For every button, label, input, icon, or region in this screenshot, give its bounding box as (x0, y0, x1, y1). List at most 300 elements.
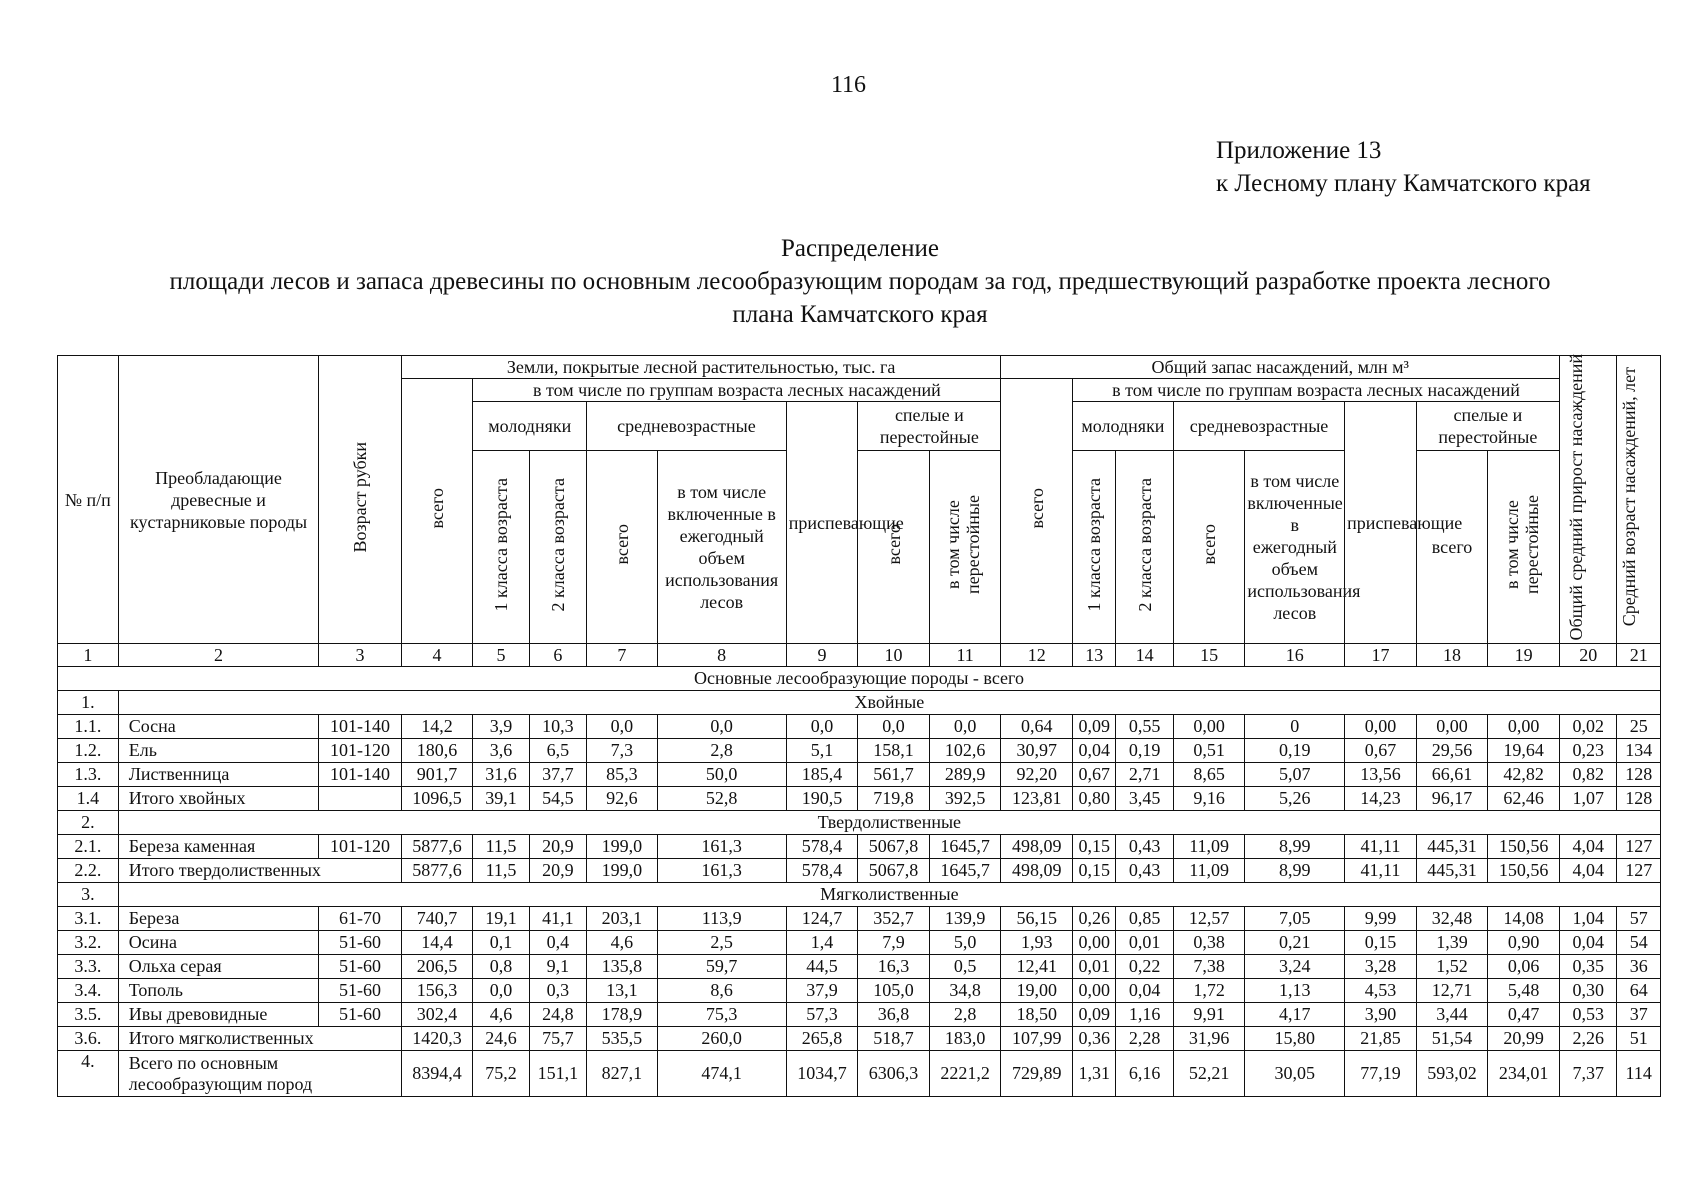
appendix-line-2: к Лесному плану Камчатского края (1216, 170, 1591, 197)
row-value: 561,7 (858, 763, 930, 787)
row-value: 5067,8 (858, 859, 930, 883)
column-number: 14 (1116, 644, 1173, 667)
group-row (58, 691, 1661, 715)
header-area-overmature (929, 451, 1001, 644)
distribution-table (57, 355, 1661, 1097)
grand-total-value: 6,16 (1116, 1051, 1173, 1097)
row-value: 0,15 (1073, 859, 1116, 883)
row-value: 9,16 (1173, 787, 1245, 811)
row-value: 0,1 (473, 931, 529, 955)
row-value: 7,38 (1173, 955, 1245, 979)
row-value: 12,71 (1416, 979, 1488, 1003)
header-stock-total-label: всего (1026, 488, 1047, 529)
row-value: 92,20 (1001, 763, 1073, 787)
row-value: 41,11 (1345, 835, 1417, 859)
column-number: 5 (473, 644, 529, 667)
table-row (58, 907, 1661, 931)
row-species: Ивы древовидные (118, 1003, 319, 1027)
row-value: 9,99 (1345, 907, 1417, 931)
row-value: 134 (1617, 739, 1661, 763)
row-value: 156,3 (401, 979, 473, 1003)
row-value: 3,90 (1345, 1003, 1417, 1027)
row-value: 11,5 (473, 835, 529, 859)
row-value: 54 (1617, 931, 1661, 955)
header-area-overmature-label: в том числе перестойные (943, 494, 984, 595)
header-stock-overmature-label: в том числе перестойные (1501, 494, 1542, 595)
row-value: 0,67 (1345, 739, 1417, 763)
column-number: 16 (1245, 644, 1345, 667)
row-value: 1645,7 (929, 859, 1001, 883)
row-value: 161,3 (657, 835, 786, 859)
row-cut-age: 61-70 (319, 907, 401, 931)
row-value: 1,04 (1559, 907, 1616, 931)
row-value: 0,19 (1245, 739, 1345, 763)
row-value: 57 (1617, 907, 1661, 931)
row-value: 0,82 (1559, 763, 1616, 787)
row-cut-age: 51-60 (319, 979, 401, 1003)
row-value: 0,02 (1559, 715, 1616, 739)
row-value: 41,11 (1345, 859, 1417, 883)
row-value: 96,17 (1416, 787, 1488, 811)
row-value: 18,50 (1001, 1003, 1073, 1027)
header-stock-class1-label: 1 класса возраста (1084, 477, 1105, 612)
row-value: 11,5 (473, 859, 529, 883)
row-value: 66,61 (1416, 763, 1488, 787)
row-value: 19,00 (1001, 979, 1073, 1003)
table-row (58, 1003, 1661, 1027)
grand-total-num: 4. (58, 1051, 119, 1097)
row-value: 150,56 (1488, 835, 1560, 859)
row-value: 50,0 (657, 763, 786, 787)
table-row (58, 787, 1661, 811)
header-area-total (401, 379, 473, 644)
row-value: 0,15 (1345, 931, 1417, 955)
group-title: Хвойные (118, 691, 1660, 715)
header-num: № п/п (58, 356, 119, 644)
row-value: 135,8 (587, 955, 657, 979)
row-species: Сосна (118, 715, 319, 739)
row-value: 3,24 (1245, 955, 1345, 979)
header-area-class2 (529, 451, 586, 644)
page-number: 116 (830, 72, 867, 98)
grand-total-value: 114 (1617, 1051, 1661, 1097)
group-title: Мягколиственные (118, 883, 1660, 907)
row-value: 178,9 (587, 1003, 657, 1027)
row-value: 535,5 (587, 1027, 657, 1051)
row-num: 1.1. (58, 715, 119, 739)
row-value: 7,9 (858, 931, 930, 955)
column-number: 19 (1488, 644, 1560, 667)
row-value: 199,0 (587, 859, 657, 883)
row-value: 4,6 (587, 931, 657, 955)
row-value: 14,23 (1345, 787, 1417, 811)
table-row (58, 739, 1661, 763)
row-value: 31,6 (473, 763, 529, 787)
row-species: Итого твердолиственных (118, 859, 401, 883)
row-value: 8,99 (1245, 835, 1345, 859)
row-value: 901,7 (401, 763, 473, 787)
row-value: 0,0 (929, 715, 1001, 739)
row-value: 0,04 (1559, 931, 1616, 955)
row-value: 265,8 (786, 1027, 858, 1051)
row-value: 37,7 (529, 763, 586, 787)
row-value: 3,28 (1345, 955, 1417, 979)
row-num: 2.1. (58, 835, 119, 859)
row-value: 13,1 (587, 979, 657, 1003)
row-value: 0,22 (1116, 955, 1173, 979)
row-value: 2,71 (1116, 763, 1173, 787)
row-value: 0,0 (473, 979, 529, 1003)
column-number: 9 (786, 644, 858, 667)
row-value: 1096,5 (401, 787, 473, 811)
row-value: 0,35 (1559, 955, 1616, 979)
row-value: 4,17 (1245, 1003, 1345, 1027)
row-value: 34,8 (929, 979, 1001, 1003)
header-area-young: молодняки (473, 402, 587, 451)
row-value: 124,7 (786, 907, 858, 931)
header-area-total-label: всего (427, 488, 448, 529)
table-row (58, 715, 1661, 739)
header-avg-age (1617, 356, 1661, 644)
row-value: 0,19 (1116, 739, 1173, 763)
column-number: 17 (1345, 644, 1417, 667)
row-value: 0,85 (1116, 907, 1173, 931)
table-row (58, 859, 1661, 883)
row-value: 0,55 (1116, 715, 1173, 739)
row-cut-age: 101-140 (319, 715, 401, 739)
document-title (60, 232, 1660, 331)
row-value: 260,0 (657, 1027, 786, 1051)
row-value: 31,96 (1173, 1027, 1245, 1051)
row-value: 8,99 (1245, 859, 1345, 883)
row-value: 75,3 (657, 1003, 786, 1027)
row-value: 2,5 (657, 931, 786, 955)
row-value: 578,4 (786, 859, 858, 883)
row-value: 10,3 (529, 715, 586, 739)
row-value: 16,3 (858, 955, 930, 979)
row-value: 0,90 (1488, 931, 1560, 955)
header-area-middle: средневозрастные (587, 402, 787, 451)
grand-total-label-line-1: Всего по основным (128, 1052, 279, 1073)
row-value: 123,81 (1001, 787, 1073, 811)
row-value: 57,3 (786, 1003, 858, 1027)
appendix-line-1: Приложение 13 (1216, 137, 1382, 164)
table-row (58, 1027, 1661, 1051)
table-row (58, 763, 1661, 787)
header-stock-maturing: приспевающие (1345, 402, 1417, 644)
grand-total-value: 8394,4 (401, 1051, 473, 1097)
grand-total-label-line-2: лесообразующим пород (128, 1073, 313, 1094)
row-value: 0,15 (1073, 835, 1116, 859)
row-species: Ольха серая (118, 955, 319, 979)
row-value: 32,48 (1416, 907, 1488, 931)
row-value: 1,93 (1001, 931, 1073, 955)
row-value: 75,7 (529, 1027, 586, 1051)
row-num: 1.4 (58, 787, 119, 811)
row-value: 3,45 (1116, 787, 1173, 811)
row-value: 4,04 (1559, 859, 1616, 883)
row-value: 14,4 (401, 931, 473, 955)
header-stock-class2-label: 2 класса возраста (1134, 477, 1155, 612)
row-value: 128 (1617, 787, 1661, 811)
grand-total-label (118, 1051, 401, 1097)
row-value: 0,53 (1559, 1003, 1616, 1027)
grand-total-value: 77,19 (1345, 1051, 1417, 1097)
column-number: 12 (1001, 644, 1073, 667)
row-species: Лиственница (118, 763, 319, 787)
header-stock-incl: в том числе по группам возраста лесных насаждений (1073, 379, 1560, 402)
row-value: 1,16 (1116, 1003, 1173, 1027)
row-value: 352,7 (858, 907, 930, 931)
row-num: 1.3. (58, 763, 119, 787)
row-species: Итого мягколиственных (118, 1027, 401, 1051)
group-row (58, 811, 1661, 835)
row-cut-age: 101-120 (319, 835, 401, 859)
column-number: 11 (929, 644, 1001, 667)
grand-total-value: 30,05 (1245, 1051, 1345, 1097)
row-value: 445,31 (1416, 859, 1488, 883)
row-value: 54,5 (529, 787, 586, 811)
row-value: 0,0 (786, 715, 858, 739)
row-value: 11,09 (1173, 859, 1245, 883)
section-row (58, 667, 1661, 691)
grand-total-value: 75,2 (473, 1051, 529, 1097)
title-line-1: Распределение (781, 235, 939, 262)
row-value: 180,6 (401, 739, 473, 763)
header-stock-ripe: спелые и перестойные (1416, 402, 1559, 451)
column-number: 4 (401, 644, 473, 667)
row-value: 0,00 (1488, 715, 1560, 739)
row-num: 3.6. (58, 1027, 119, 1051)
row-value: 1,52 (1416, 955, 1488, 979)
header-avg-increment (1559, 353, 1616, 644)
header-area-middle-total (587, 451, 657, 644)
row-value: 3,44 (1416, 1003, 1488, 1027)
header-stock-middle-total-label: всего (1199, 524, 1220, 565)
row-value: 518,7 (858, 1027, 930, 1051)
row-value: 11,09 (1173, 835, 1245, 859)
row-value: 52,8 (657, 787, 786, 811)
row-value: 41,1 (529, 907, 586, 931)
row-value: 161,3 (657, 859, 786, 883)
grand-total-value: 151,1 (529, 1051, 586, 1097)
row-value: 19,1 (473, 907, 529, 931)
row-value: 51,54 (1416, 1027, 1488, 1051)
row-value: 183,0 (929, 1027, 1001, 1051)
row-value: 36 (1617, 955, 1661, 979)
section-title: Основные лесообразующие породы - всего (58, 667, 1661, 691)
row-value: 64 (1617, 979, 1661, 1003)
grand-total-value: 6306,3 (858, 1051, 930, 1097)
grand-total-value: 52,21 (1173, 1051, 1245, 1097)
header-stock-total (1001, 379, 1073, 644)
row-value: 1,13 (1245, 979, 1345, 1003)
header-area-middle-total-label: всего (611, 524, 632, 565)
header-stock-overmature (1488, 451, 1560, 644)
row-value: 5877,6 (401, 859, 473, 883)
header-area-maturing: приспевающие (786, 402, 858, 644)
column-number: 6 (529, 644, 586, 667)
group-row (58, 883, 1661, 907)
row-value: 498,09 (1001, 835, 1073, 859)
row-value: 0,21 (1245, 931, 1345, 955)
row-value: 107,99 (1001, 1027, 1073, 1051)
row-value: 2,8 (929, 1003, 1001, 1027)
row-value: 0,01 (1116, 931, 1173, 955)
row-cut-age: 51-60 (319, 1003, 401, 1027)
row-value: 0,4 (529, 931, 586, 955)
row-value: 203,1 (587, 907, 657, 931)
grand-total-value: 2221,2 (929, 1051, 1001, 1097)
row-value: 128 (1617, 763, 1661, 787)
row-num: 2.2. (58, 859, 119, 883)
grand-total-value: 7,37 (1559, 1051, 1616, 1097)
column-number: 8 (657, 644, 786, 667)
row-value: 92,6 (587, 787, 657, 811)
header-area-incl-annual: в том числе включенные в ежегодный объем использования лесов (657, 451, 786, 644)
row-value: 105,0 (858, 979, 930, 1003)
table-row (58, 835, 1661, 859)
header-stock-middle-total (1173, 451, 1245, 644)
header-area-incl: в том числе по группам возраста лесных насаждений (473, 379, 1001, 402)
row-value: 5,48 (1488, 979, 1560, 1003)
row-value: 21,85 (1345, 1027, 1417, 1051)
row-value: 0,04 (1116, 979, 1173, 1003)
row-num: 1.2. (58, 739, 119, 763)
row-value: 12,41 (1001, 955, 1073, 979)
grand-total-value: 1,31 (1073, 1051, 1116, 1097)
row-value: 9,91 (1173, 1003, 1245, 1027)
grand-total-value: 1034,7 (786, 1051, 858, 1097)
row-value: 199,0 (587, 835, 657, 859)
row-num: 3.3. (58, 955, 119, 979)
row-value: 85,3 (587, 763, 657, 787)
grand-total-value: 827,1 (587, 1051, 657, 1097)
column-number: 10 (858, 644, 930, 667)
table-row (58, 955, 1661, 979)
row-value: 0,09 (1073, 1003, 1116, 1027)
row-value: 37 (1617, 1003, 1661, 1027)
row-value: 0,43 (1116, 859, 1173, 883)
row-num: 3.1. (58, 907, 119, 931)
header-stock-group: Общий запас насаждений, млн м³ (1001, 356, 1560, 379)
row-value: 0,0 (587, 715, 657, 739)
row-value: 0,47 (1488, 1003, 1560, 1027)
row-num: 3.5. (58, 1003, 119, 1027)
row-value: 0,67 (1073, 763, 1116, 787)
row-species: Итого хвойных (118, 787, 319, 811)
row-value: 13,56 (1345, 763, 1417, 787)
group-num: 1. (58, 691, 119, 715)
row-value: 1645,7 (929, 835, 1001, 859)
row-value: 0,8 (473, 955, 529, 979)
column-number: 2 (118, 644, 319, 667)
header-stock-young: молодняки (1073, 402, 1174, 451)
row-value: 8,65 (1173, 763, 1245, 787)
row-value: 206,5 (401, 955, 473, 979)
table-row (58, 931, 1661, 955)
row-species: Береза каменная (118, 835, 319, 859)
row-value: 0,51 (1173, 739, 1245, 763)
row-value: 7,3 (587, 739, 657, 763)
row-value: 36,8 (858, 1003, 930, 1027)
row-value: 4,6 (473, 1003, 529, 1027)
row-value: 127 (1617, 835, 1661, 859)
row-value: 0,38 (1173, 931, 1245, 955)
row-value: 0,5 (929, 955, 1001, 979)
title-line-3: плана Камчатского края (732, 301, 988, 328)
column-number: 13 (1073, 644, 1116, 667)
row-cut-age (319, 787, 401, 811)
row-value: 59,7 (657, 955, 786, 979)
row-value: 5877,6 (401, 835, 473, 859)
row-value: 0,06 (1488, 955, 1560, 979)
header-area-ripe-total (858, 451, 930, 644)
row-value: 56,15 (1001, 907, 1073, 931)
row-value: 1,39 (1416, 931, 1488, 955)
header-stock-ripe-total: всего (1416, 451, 1488, 644)
header-area-ripe-total-label: всего (883, 524, 904, 565)
row-value: 0,43 (1116, 835, 1173, 859)
row-value: 51 (1617, 1027, 1661, 1051)
row-value: 42,82 (1488, 763, 1560, 787)
row-value: 3,6 (473, 739, 529, 763)
row-value: 0,23 (1559, 739, 1616, 763)
grand-total-value: 729,89 (1001, 1051, 1073, 1097)
header-area-ripe: спелые и перестойные (858, 402, 1001, 451)
header-stock-middle: средневозрастные (1173, 402, 1344, 451)
row-value: 15,80 (1245, 1027, 1345, 1051)
row-value: 0,36 (1073, 1027, 1116, 1051)
row-value: 740,7 (401, 907, 473, 931)
row-value: 0,00 (1073, 979, 1116, 1003)
row-value: 2,26 (1559, 1027, 1616, 1051)
grand-total-value: 234,01 (1488, 1051, 1560, 1097)
row-value: 0,64 (1001, 715, 1073, 739)
row-value: 445,31 (1416, 835, 1488, 859)
row-value: 5,0 (929, 931, 1001, 955)
row-value: 0,01 (1073, 955, 1116, 979)
row-value: 19,64 (1488, 739, 1560, 763)
row-value: 190,5 (786, 787, 858, 811)
column-number: 7 (587, 644, 657, 667)
row-value: 0,0 (657, 715, 786, 739)
row-value: 0,00 (1416, 715, 1488, 739)
row-value: 0,26 (1073, 907, 1116, 931)
header-avg-age-label: Средний возраст насаждений, лет (1619, 367, 1640, 627)
row-value: 139,9 (929, 907, 1001, 931)
row-value: 44,5 (786, 955, 858, 979)
row-value: 5,1 (786, 739, 858, 763)
row-value: 150,56 (1488, 859, 1560, 883)
row-value: 7,05 (1245, 907, 1345, 931)
row-num: 3.4. (58, 979, 119, 1003)
row-species: Береза (118, 907, 319, 931)
row-value: 0,00 (1345, 715, 1417, 739)
row-value: 20,99 (1488, 1027, 1560, 1051)
row-value: 0,09 (1073, 715, 1116, 739)
row-value: 39,1 (473, 787, 529, 811)
row-value: 2,8 (657, 739, 786, 763)
table-body (58, 644, 1661, 1097)
row-value: 498,09 (1001, 859, 1073, 883)
header-avg-increment-label: Общий средний прирост насаждений (1566, 353, 1587, 641)
header-stock-incl-annual: в том числе включенные в ежегодный объем использования лесов (1245, 451, 1345, 644)
row-species: Осина (118, 931, 319, 955)
row-cut-age: 101-120 (319, 739, 401, 763)
column-number: 15 (1173, 644, 1245, 667)
row-value: 0,00 (1173, 715, 1245, 739)
